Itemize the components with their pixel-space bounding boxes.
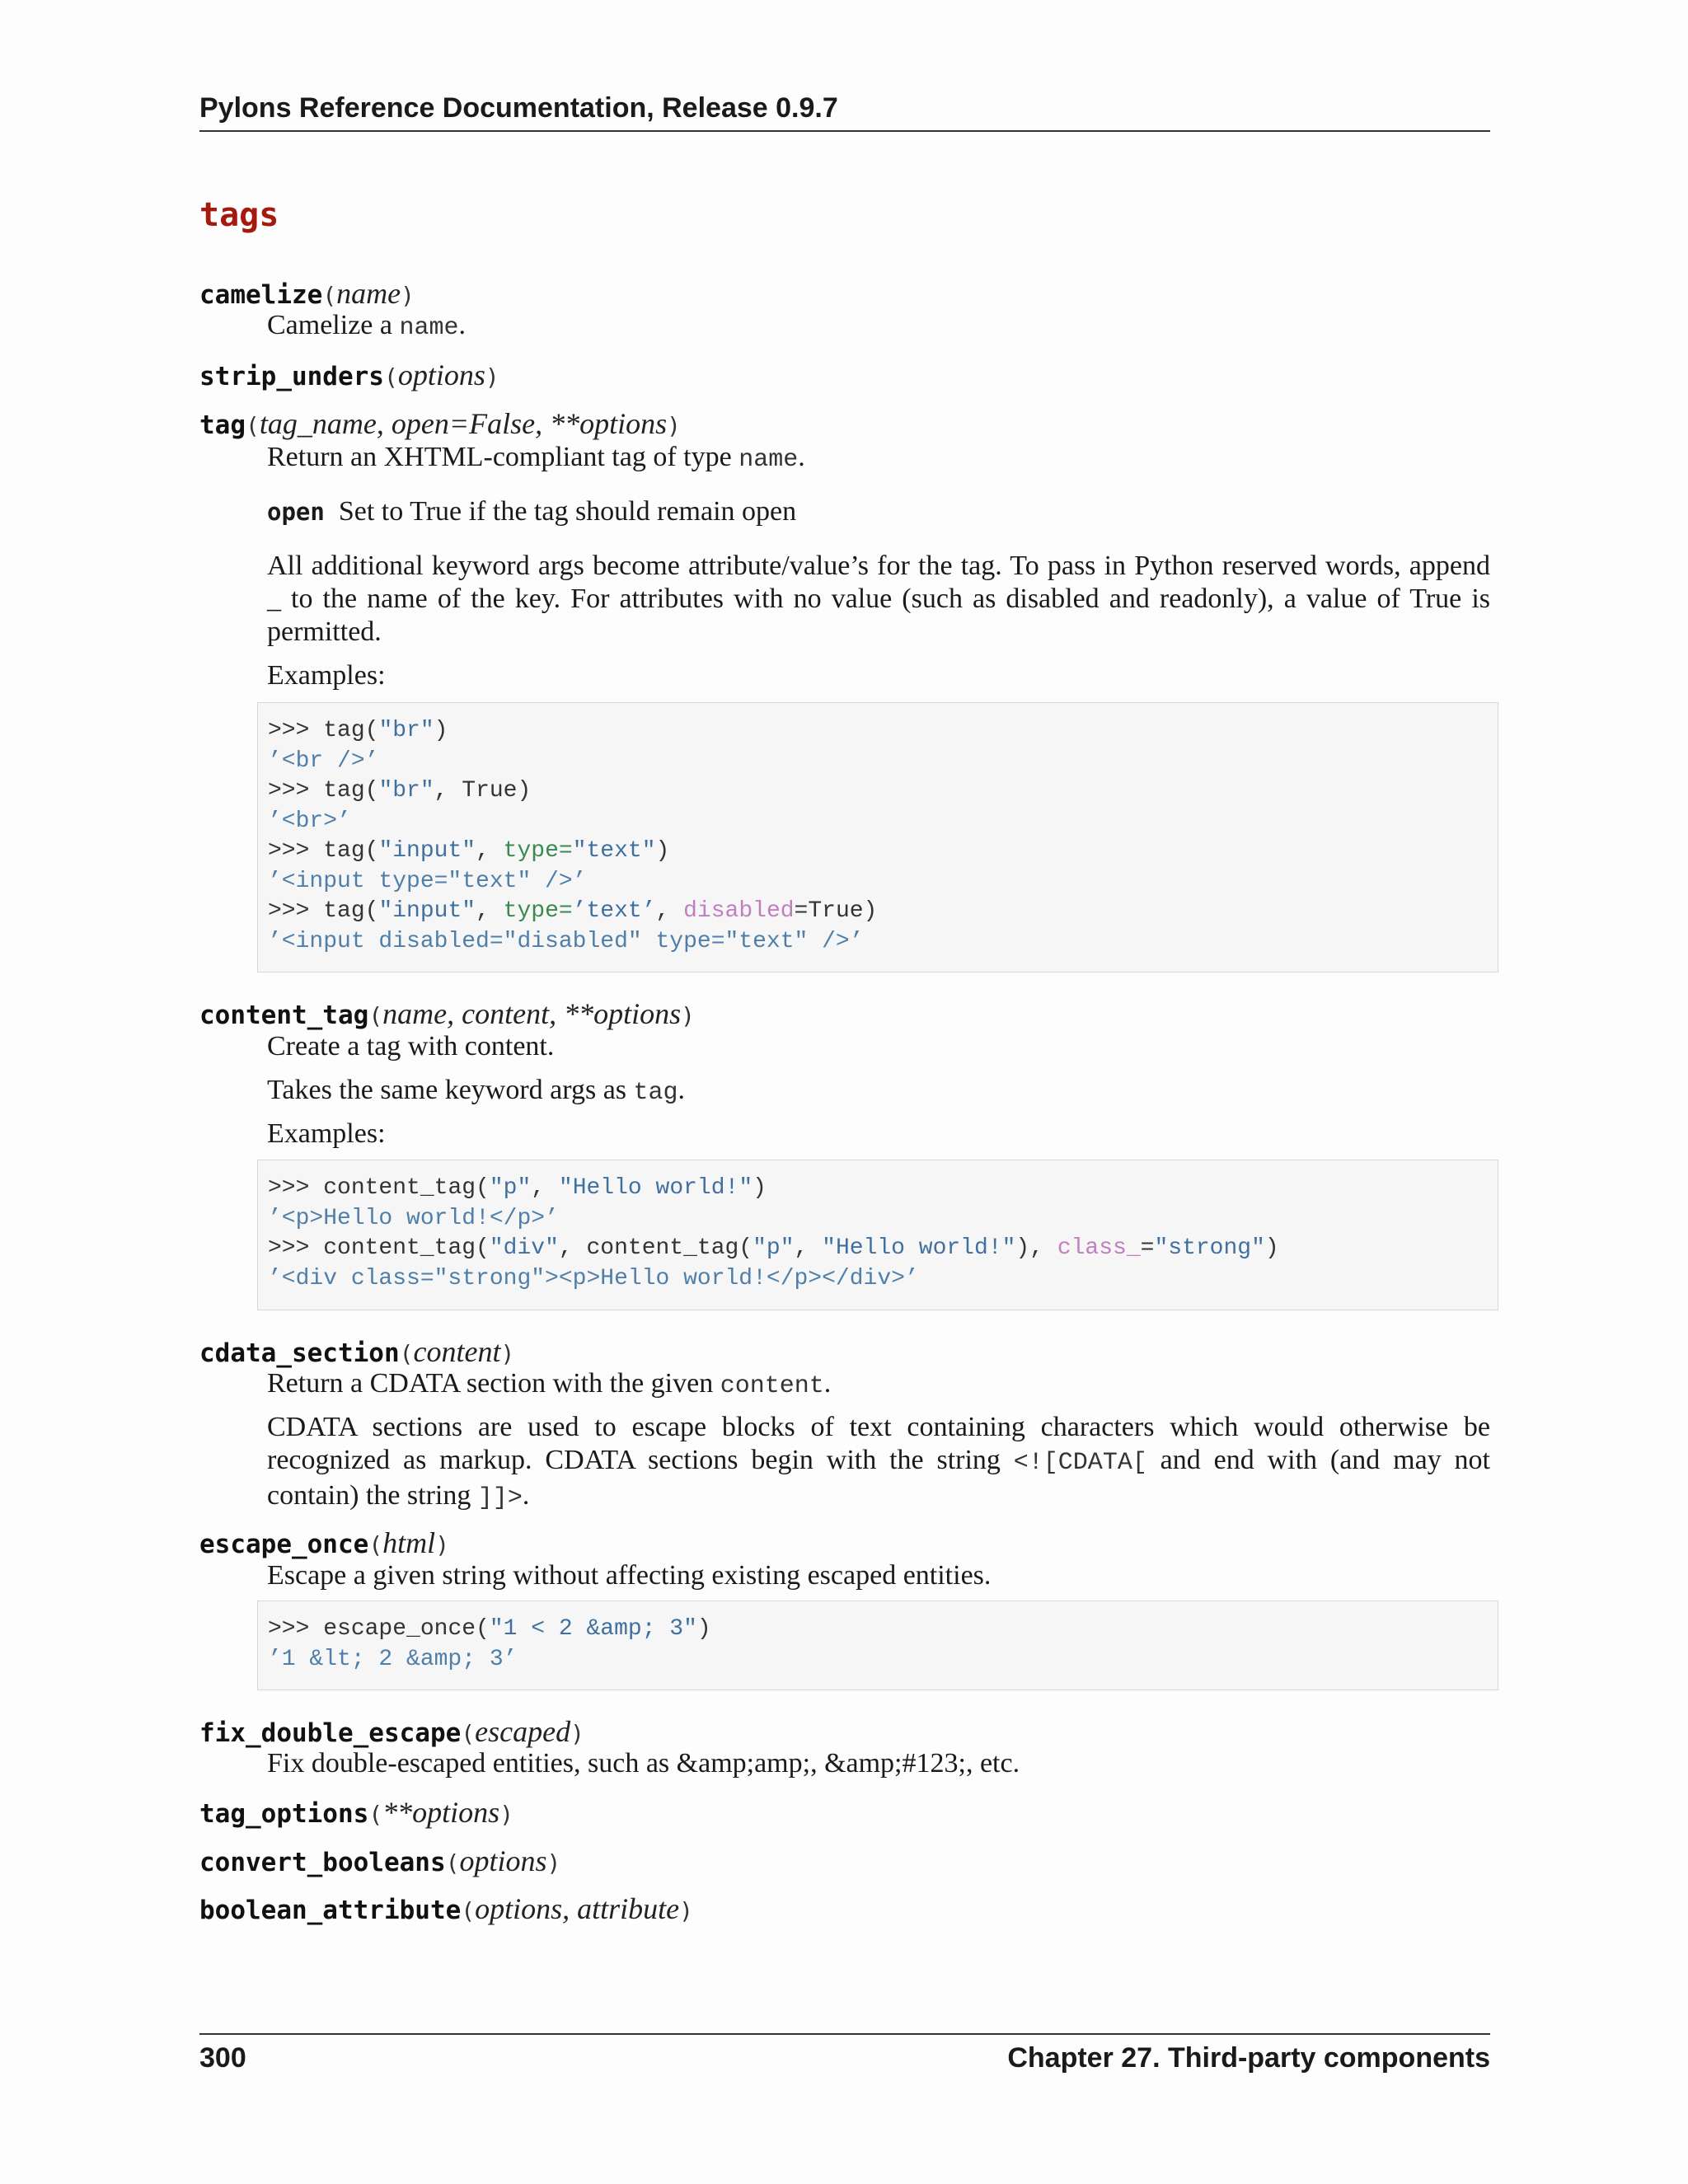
function-params: tag_name, open=False, **options bbox=[259, 407, 668, 440]
code-token: content_tag( bbox=[323, 1175, 490, 1201]
code-token: type= bbox=[503, 838, 573, 864]
signature-convert-booleans: convert_booleans(options) bbox=[199, 1844, 561, 1877]
description-tag: Return an XHTML-compliant tag of type name. bbox=[267, 442, 805, 474]
code-line bbox=[268, 837, 1488, 867]
code-token: >>> bbox=[268, 898, 324, 924]
code-token: ’<br />’ bbox=[268, 748, 379, 774]
function-params: options, attribute bbox=[475, 1892, 680, 1925]
function-params: name, content, **options bbox=[382, 997, 682, 1030]
code-token: >>> bbox=[268, 778, 324, 804]
function-name: convert_booleans bbox=[199, 1848, 446, 1877]
function-name: cdata_section bbox=[199, 1338, 400, 1368]
footer-rule bbox=[199, 2033, 1490, 2035]
description-escape-once: Escape a given string without affecting existing escaped entities. bbox=[267, 1560, 992, 1591]
code-token: ) bbox=[696, 1616, 711, 1642]
code-line bbox=[268, 1234, 1488, 1264]
code-token: tag( bbox=[323, 898, 379, 924]
code-token: >>> bbox=[268, 1616, 324, 1642]
examples-label: Examples: bbox=[267, 660, 386, 691]
code-token: ) bbox=[753, 1175, 767, 1201]
code-token: ) bbox=[655, 838, 670, 864]
function-params: options bbox=[459, 1844, 547, 1877]
code-token: =True) bbox=[794, 898, 878, 924]
code-line bbox=[268, 747, 1488, 777]
description-fix-double-escape: Fix double-escaped entities, such as &amp;amp;, &amp;#123;, etc. bbox=[267, 1748, 1020, 1779]
code-line bbox=[268, 716, 1488, 747]
code-token: ’<div class="strong"><p>Hello world!</p></div>’ bbox=[268, 1265, 919, 1291]
description-camelize: Camelize a name. bbox=[267, 310, 466, 342]
code-token: "strong" bbox=[1154, 1235, 1265, 1261]
code-token: >>> bbox=[268, 1175, 324, 1201]
code-token: , bbox=[531, 1175, 559, 1201]
code-token: class_ bbox=[1057, 1235, 1141, 1261]
code-line bbox=[268, 1174, 1488, 1204]
function-name: escape_once bbox=[199, 1530, 369, 1559]
chapter-title: Chapter 27. Third-party components bbox=[1007, 2042, 1490, 2074]
code-token: "br" bbox=[378, 778, 434, 804]
code-token: ’<input type="text" />’ bbox=[268, 868, 587, 894]
paragraph-cdata: CDATA sections are used to escape blocks of text containing characters which would otherwise be recognized as markup. CDATA sections begin with the string <![CDATA[ and end with (and may not contain) the string ]]>. bbox=[267, 1412, 1491, 1512]
code-line bbox=[268, 897, 1488, 927]
code-line bbox=[268, 776, 1488, 807]
description-cdata-section: Return a CDATA section with the given content. bbox=[267, 1368, 832, 1400]
description-content-tag: Create a tag with content. bbox=[267, 1031, 555, 1062]
code-token: type= bbox=[503, 898, 573, 924]
code-token: ), bbox=[1015, 1235, 1057, 1261]
code-token: "br" bbox=[378, 718, 434, 743]
code-token: "text" bbox=[572, 838, 656, 864]
function-name: camelize bbox=[199, 280, 323, 310]
code-token: >>> bbox=[268, 1235, 324, 1261]
code-token: = bbox=[1140, 1235, 1155, 1261]
code-block-tag bbox=[257, 702, 1498, 972]
function-name: fix_double_escape bbox=[199, 1718, 462, 1748]
code-block-content-tag bbox=[257, 1160, 1498, 1310]
code-line bbox=[268, 867, 1488, 898]
code-token: , content_tag( bbox=[558, 1235, 753, 1261]
paragraph-tag-keywords: All additional keyword args become attribute/value’s for the tag. To pass in Python reserved words, append _ to the name of the key. For attributes with no value (such as disabled and readonly), a value of True is permitted. bbox=[267, 551, 1490, 647]
function-name: strip_unders bbox=[199, 362, 384, 391]
code-token: escape_once( bbox=[323, 1616, 490, 1642]
code-token: "input" bbox=[378, 838, 476, 864]
field-description: Set to True if the tag should remain open bbox=[338, 496, 797, 527]
code-token: , bbox=[476, 898, 504, 924]
code-line bbox=[268, 807, 1488, 837]
code-line bbox=[268, 927, 1488, 958]
function-name: tag_options bbox=[199, 1799, 369, 1829]
signature-tag-options: tag_options(**options) bbox=[199, 1796, 514, 1829]
code-line bbox=[268, 1615, 1488, 1645]
code-token: ) bbox=[1264, 1235, 1279, 1261]
function-params: content bbox=[413, 1335, 501, 1368]
field-open bbox=[267, 495, 1490, 528]
code-token: , True) bbox=[434, 778, 532, 804]
header-rule bbox=[199, 130, 1490, 132]
function-params: options bbox=[397, 359, 485, 391]
function-params: name bbox=[336, 277, 401, 310]
signature-escape-once: escape_once(html) bbox=[199, 1526, 450, 1559]
code-token: "div" bbox=[489, 1235, 559, 1261]
signature-strip-unders: strip_unders(options) bbox=[199, 359, 499, 391]
code-line bbox=[268, 1264, 1488, 1295]
code-token: , bbox=[794, 1235, 823, 1261]
section-title: tags bbox=[199, 196, 279, 234]
code-token: "Hello world!" bbox=[822, 1235, 1016, 1261]
code-token: ’1 &lt; 2 &amp; 3’ bbox=[268, 1646, 518, 1672]
function-name: tag bbox=[199, 410, 246, 440]
code-block-escape-once bbox=[257, 1601, 1498, 1690]
function-name: boolean_attribute bbox=[199, 1896, 462, 1925]
code-token: ’<br>’ bbox=[268, 808, 351, 834]
code-line bbox=[268, 1645, 1488, 1675]
code-token: ’<p>Hello world!</p>’ bbox=[268, 1205, 559, 1231]
code-token: ) bbox=[434, 718, 448, 743]
function-params: escaped bbox=[475, 1715, 571, 1748]
signature-cdata-section: cdata_section(content) bbox=[199, 1335, 515, 1368]
function-params: html bbox=[382, 1526, 436, 1559]
signature-boolean-attribute: boolean_attribute(options, attribute) bbox=[199, 1892, 694, 1925]
signature-content-tag: content_tag(name, content, **options) bbox=[199, 997, 695, 1030]
code-token: tag( bbox=[323, 778, 379, 804]
code-token: content_tag( bbox=[323, 1235, 490, 1261]
code-token: ’text’ bbox=[572, 898, 656, 924]
code-line bbox=[268, 1204, 1488, 1235]
code-token: >>> bbox=[268, 718, 324, 743]
signature-camelize: camelize(name) bbox=[199, 277, 415, 310]
page-number: 300 bbox=[199, 2042, 246, 2074]
examples-label: Examples: bbox=[267, 1118, 386, 1149]
signature-tag: tag(tag_name, open=False, **options) bbox=[199, 407, 681, 440]
code-token: tag( bbox=[323, 718, 379, 743]
paragraph-content-tag-keywords: Takes the same keyword args as tag. bbox=[267, 1075, 686, 1107]
signature-fix-double-escape: fix_double_escape(escaped) bbox=[199, 1715, 584, 1748]
code-token: "p" bbox=[489, 1175, 532, 1201]
code-token: "1 < 2 &amp; 3" bbox=[489, 1616, 697, 1642]
running-header: Pylons Reference Documentation, Release 0.9.7 bbox=[199, 92, 838, 124]
code-token: ’<input disabled="disabled" type="text" />’ bbox=[268, 928, 864, 954]
code-token: "Hello world!" bbox=[558, 1175, 753, 1201]
function-params: **options bbox=[382, 1796, 500, 1829]
code-token: disabled bbox=[683, 898, 795, 924]
field-term: open bbox=[267, 498, 325, 526]
code-token: tag( bbox=[323, 838, 379, 864]
code-token: >>> bbox=[268, 838, 324, 864]
code-token: , bbox=[655, 898, 684, 924]
code-token: , bbox=[476, 838, 504, 864]
code-token: "input" bbox=[378, 898, 476, 924]
code-token: "p" bbox=[753, 1235, 795, 1261]
function-name: content_tag bbox=[199, 1001, 369, 1030]
